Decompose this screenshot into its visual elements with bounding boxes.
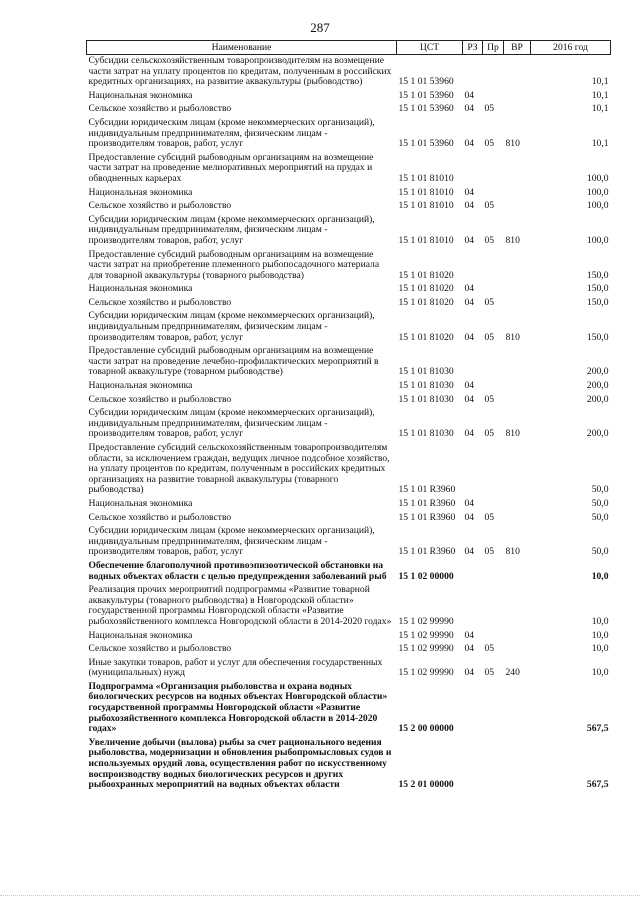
cell-pr xyxy=(483,249,504,284)
cell-vr xyxy=(504,200,531,214)
cell-cst: 15 1 02 00000 xyxy=(398,570,454,582)
cell-rz: 04 xyxy=(464,138,475,150)
cell-amount: 50,0 xyxy=(591,546,609,558)
cell-cst: 15 1 01 81010 xyxy=(398,186,454,198)
cell-amount: 200,0 xyxy=(586,428,609,440)
table-row xyxy=(87,90,611,104)
cell-amount: 200,0 xyxy=(586,380,609,392)
cell-cst: 15 1 01 81030 xyxy=(398,393,454,405)
cell-rz: 04 xyxy=(464,511,475,523)
cell-name: Субсидии юридическим лицам (кроме некоммерческих организаций), индивидуальным предпринимателям, физическим лицам - производителям товаров, работ, услуг xyxy=(88,407,375,440)
cell-amount: 10,1 xyxy=(591,103,609,115)
cell-name: Национальная экономика xyxy=(88,283,193,295)
cell-name: Сельское хозяйство и рыболовство xyxy=(88,393,232,405)
table-row xyxy=(87,200,611,214)
cell-pr xyxy=(483,152,504,187)
cell-name: Сельское хозяйство и рыболовство xyxy=(88,643,232,655)
cell-rz: 04 xyxy=(464,546,475,558)
cell-pr xyxy=(483,187,504,201)
header-cst: ЦСТ xyxy=(397,41,463,55)
header-vr: ВР xyxy=(504,41,531,55)
cell-name: Увеличение добычи (вылова) рыбы за счет рационального ведения рыболовства, модернизации и обновления рыбопромысловых судов и используемых орудий лова, осуществления работ по искусственному воспроизводству водных биологических ресурсов и других рыбоохранных мероприятий на водных объектах области xyxy=(88,736,392,791)
cell-amount: 50,0 xyxy=(591,484,609,496)
cell-amount: 50,0 xyxy=(591,497,609,509)
table-row xyxy=(87,512,611,526)
cell-name: Предоставление субсидий рыбоводным организациям на возмещение части затрат на проведение лечебно-профилактических мероприятий в товарной аквакультуре (товарном рыбоводстве) xyxy=(88,345,379,378)
cell-vr xyxy=(504,643,531,657)
cell-name: Национальная экономика xyxy=(88,380,193,392)
table-row xyxy=(87,152,611,187)
table-row xyxy=(87,584,611,629)
cell-name: Иные закупки товаров, работ и услуг для обеспечения государственных (муниципальных) нужд xyxy=(88,656,383,679)
cell-cst: 15 1 01 81030 xyxy=(398,366,454,378)
cell-name: Предоставление субсидий сельскохозяйственным товаропроизводителям области, за исключением граждан, ведущих личное подсобное хозяйство, на уплату процентов по кредитам, полученным в российских кредитных организациях на развитие товарной аквакультуры (товарного рыбоводства) xyxy=(88,442,390,496)
cell-pr xyxy=(483,584,504,629)
cell-vr xyxy=(504,152,531,187)
cell-cst: 15 1 01 81010 xyxy=(398,234,454,246)
cell-cst: 15 1 01 53960 xyxy=(398,103,454,115)
cell-cst: 15 1 01 81010 xyxy=(398,200,454,212)
table-row xyxy=(87,103,611,117)
cell-amount: 100,0 xyxy=(586,234,609,246)
cell-pr: 05 xyxy=(484,643,495,655)
cell-amount: 10,0 xyxy=(591,570,609,582)
cell-cst: 15 1 01 R3960 xyxy=(398,511,456,523)
cell-name: Субсидии юридическим лицам (кроме некоммерческих организаций), индивидуальным предпринимателям, физическим лицам - производителям товаров, работ, услуг xyxy=(88,525,375,558)
cell-pr xyxy=(483,283,504,297)
cell-name: Субсидии юридическим лицам (кроме некоммерческих организаций), индивидуальным предпринимателям, физическим лицам - производителям товаров, работ, услуг xyxy=(88,213,375,246)
cell-rz: 04 xyxy=(464,103,475,115)
table-row xyxy=(87,380,611,394)
header-pr: Пр xyxy=(483,41,504,55)
cell-amount: 200,0 xyxy=(586,393,609,405)
cell-vr xyxy=(504,560,531,584)
table-row xyxy=(87,117,611,152)
cell-pr: 05 xyxy=(484,331,495,343)
table-row xyxy=(87,297,611,311)
header-name: Наименование xyxy=(87,41,397,55)
cell-cst: 15 1 01 53960 xyxy=(398,76,454,88)
cell-vr xyxy=(504,498,531,512)
cell-name: Сельское хозяйство и рыболовство xyxy=(88,296,232,308)
table-row xyxy=(87,283,611,297)
cell-cst: 15 1 02 99990 xyxy=(398,643,454,655)
table-row xyxy=(87,657,611,681)
cell-rz: 04 xyxy=(464,428,475,440)
cell-cst: 15 1 01 81020 xyxy=(398,331,454,343)
cell-name: Реализация прочих мероприятий подпрограммы «Развитие товарной аквакультуры (товарного рыбоводства) в Новгородской области» государственной программы Новгородской области «Развитие рыбохозяйственного комплекса Новгородской области в 2014-2020 годах» xyxy=(88,584,392,627)
cell-name: Обеспечение благополучной противоэпизоотической обстановки на водных объектах области с целью предупреждения заболеваний рыб xyxy=(88,559,387,582)
cell-rz xyxy=(463,442,483,498)
cell-vr xyxy=(504,345,531,380)
cell-cst: 15 1 02 99990 xyxy=(398,629,454,641)
cell-rz: 04 xyxy=(464,234,475,246)
cell-cst: 15 1 02 99990 xyxy=(398,667,454,679)
cell-pr xyxy=(483,345,504,380)
cell-vr xyxy=(504,103,531,117)
cell-pr: 05 xyxy=(484,667,495,679)
cell-name: Сельское хозяйство и рыболовство xyxy=(88,200,232,212)
cell-vr xyxy=(504,380,531,394)
cell-cst: 15 1 01 81010 xyxy=(398,172,454,184)
cell-amount: 150,0 xyxy=(586,283,609,295)
table-row xyxy=(87,187,611,201)
table-row xyxy=(87,442,611,498)
cell-pr xyxy=(483,630,504,644)
table-row xyxy=(87,630,611,644)
cell-vr xyxy=(504,249,531,284)
cell-cst: 15 1 01 81030 xyxy=(398,380,454,392)
cell-cst: 15 1 01 81020 xyxy=(398,283,454,295)
cell-amount: 567,5 xyxy=(586,779,609,791)
cell-rz: 04 xyxy=(464,629,475,641)
cell-vr xyxy=(504,90,531,104)
cell-name: Национальная экономика xyxy=(88,186,193,198)
cell-pr xyxy=(483,737,504,793)
cell-pr: 05 xyxy=(484,138,495,150)
table-row xyxy=(87,643,611,657)
table-header-row xyxy=(87,41,611,55)
cell-vr xyxy=(504,394,531,408)
cell-amount: 100,0 xyxy=(586,186,609,198)
cell-cst: 15 1 01 R3960 xyxy=(398,484,456,496)
header-rz: РЗ xyxy=(463,41,483,55)
header-year: 2016 год xyxy=(531,41,611,55)
scan-artifact-line xyxy=(0,895,640,897)
table-row xyxy=(87,560,611,584)
cell-cst: 15 1 02 99990 xyxy=(398,615,454,627)
cell-rz: 04 xyxy=(464,331,475,343)
cell-pr: 05 xyxy=(484,428,495,440)
cell-amount: 10,1 xyxy=(591,89,609,101)
cell-rz: 04 xyxy=(464,380,475,392)
cell-rz: 04 xyxy=(464,283,475,295)
cell-amount: 10,1 xyxy=(591,76,609,88)
cell-vr xyxy=(504,55,531,90)
cell-vr xyxy=(504,630,531,644)
cell-rz xyxy=(463,737,483,793)
cell-amount: 10,0 xyxy=(591,643,609,655)
cell-pr: 05 xyxy=(484,511,495,523)
cell-vr xyxy=(504,512,531,526)
table-row xyxy=(87,55,611,90)
cell-vr: 810 xyxy=(505,234,520,246)
table-row xyxy=(87,345,611,380)
cell-cst: 15 1 01 R3960 xyxy=(398,497,456,509)
table-row xyxy=(87,681,611,737)
cell-rz xyxy=(463,584,483,629)
cell-rz: 04 xyxy=(464,186,475,198)
cell-pr xyxy=(483,442,504,498)
table-row xyxy=(87,407,611,442)
cell-rz: 04 xyxy=(464,200,475,212)
cell-pr: 05 xyxy=(484,234,495,246)
cell-cst: 15 1 01 81020 xyxy=(398,269,454,281)
cell-cst: 15 1 01 53960 xyxy=(398,138,454,150)
cell-rz xyxy=(463,55,483,90)
cell-cst: 15 1 01 81030 xyxy=(398,428,454,440)
cell-pr: 05 xyxy=(484,103,495,115)
table-row xyxy=(87,214,611,249)
cell-name: Предоставление субсидий рыбоводным организациям на возмещение части затрат на приобретение племенного рыбопосадочного материала для товарной аквакультуры (товарного рыбоводства) xyxy=(88,248,380,281)
table-row xyxy=(87,310,611,345)
cell-cst: 15 1 01 R3960 xyxy=(398,546,456,558)
cell-vr xyxy=(504,681,531,737)
cell-amount: 50,0 xyxy=(591,511,609,523)
cell-rz xyxy=(463,345,483,380)
cell-amount: 100,0 xyxy=(586,172,609,184)
cell-rz xyxy=(463,249,483,284)
cell-vr xyxy=(504,297,531,311)
cell-vr: 240 xyxy=(505,667,520,679)
cell-vr xyxy=(504,283,531,297)
cell-name: Национальная экономика xyxy=(88,629,193,641)
cell-name: Субсидии юридическим лицам (кроме некоммерческих организаций), индивидуальным предпринимателям, физическим лицам - производителям товаров, работ, услуг xyxy=(88,116,375,150)
cell-vr: 810 xyxy=(505,546,520,558)
table-row xyxy=(87,737,611,793)
cell-amount: 200,0 xyxy=(586,366,609,378)
cell-name: Предоставление субсидий рыбоводным организациям на возмещение части затрат на проведение мелиоративных мероприятий на прудах и обводненных карьерах xyxy=(88,151,374,184)
cell-pr xyxy=(483,380,504,394)
cell-amount: 10,0 xyxy=(591,629,609,641)
cell-rz xyxy=(463,152,483,187)
cell-pr xyxy=(483,498,504,512)
budget-table xyxy=(86,40,611,793)
cell-pr xyxy=(483,55,504,90)
cell-pr: 05 xyxy=(484,546,495,558)
cell-vr: 810 xyxy=(505,138,520,150)
cell-cst: 15 1 01 53960 xyxy=(398,89,454,101)
cell-vr xyxy=(504,737,531,793)
cell-rz: 04 xyxy=(464,643,475,655)
table-row xyxy=(87,394,611,408)
cell-name: Национальная экономика xyxy=(88,497,193,509)
cell-pr xyxy=(483,90,504,104)
cell-pr: 05 xyxy=(484,200,495,212)
cell-cst: 15 2 00 00000 xyxy=(398,723,454,735)
cell-rz: 04 xyxy=(464,296,475,308)
cell-name: Подпрограмма «Организация рыболовства и охрана водных биологических ресурсов на водных объектах Новгородской области» государственной программы Новгородской области «Развитие рыбохозяйственного комплекса Новгородской области в 2014-2020 годах» xyxy=(88,680,388,735)
cell-vr: 810 xyxy=(505,331,520,343)
cell-amount: 150,0 xyxy=(586,331,609,343)
cell-cst: 15 1 01 81020 xyxy=(398,296,454,308)
cell-vr: 810 xyxy=(505,428,520,440)
cell-amount: 150,0 xyxy=(586,269,609,281)
cell-vr xyxy=(504,442,531,498)
cell-name: Сельское хозяйство и рыболовство xyxy=(88,511,232,523)
cell-rz: 04 xyxy=(464,89,475,101)
cell-pr: 05 xyxy=(484,296,495,308)
cell-pr xyxy=(483,560,504,584)
table-row xyxy=(87,498,611,512)
cell-amount: 10,0 xyxy=(591,667,609,679)
cell-amount: 10,1 xyxy=(591,138,609,150)
cell-name: Сельское хозяйство и рыболовство xyxy=(88,103,232,115)
cell-amount: 100,0 xyxy=(586,200,609,212)
cell-rz: 04 xyxy=(464,667,475,679)
cell-vr xyxy=(504,584,531,629)
cell-name: Субсидии юридическим лицам (кроме некоммерческих организаций), индивидуальным предпринимателям, физическим лицам - производителям товаров, работ, услуг xyxy=(88,310,375,343)
cell-pr xyxy=(483,681,504,737)
cell-pr: 05 xyxy=(484,393,495,405)
table-row xyxy=(87,249,611,284)
cell-rz xyxy=(463,560,483,584)
cell-name: Субсидии сельскохозяйственным товаропроизводителям на возмещение части затрат на уплату процентов по кредитам, полученным в российских кредитных организациях, на развитие аквакультуры (рыбоводство) xyxy=(88,55,392,88)
cell-rz xyxy=(463,681,483,737)
table-row xyxy=(87,525,611,560)
cell-amount: 150,0 xyxy=(586,296,609,308)
cell-vr xyxy=(504,187,531,201)
table-body xyxy=(87,55,611,793)
cell-amount: 10,0 xyxy=(591,615,609,627)
cell-rz: 04 xyxy=(464,497,475,509)
page-number: 287 xyxy=(310,20,330,35)
cell-name: Национальная экономика xyxy=(88,89,193,101)
cell-cst: 15 2 01 00000 xyxy=(398,779,454,791)
cell-rz: 04 xyxy=(464,393,475,405)
cell-amount: 567,5 xyxy=(586,723,609,735)
